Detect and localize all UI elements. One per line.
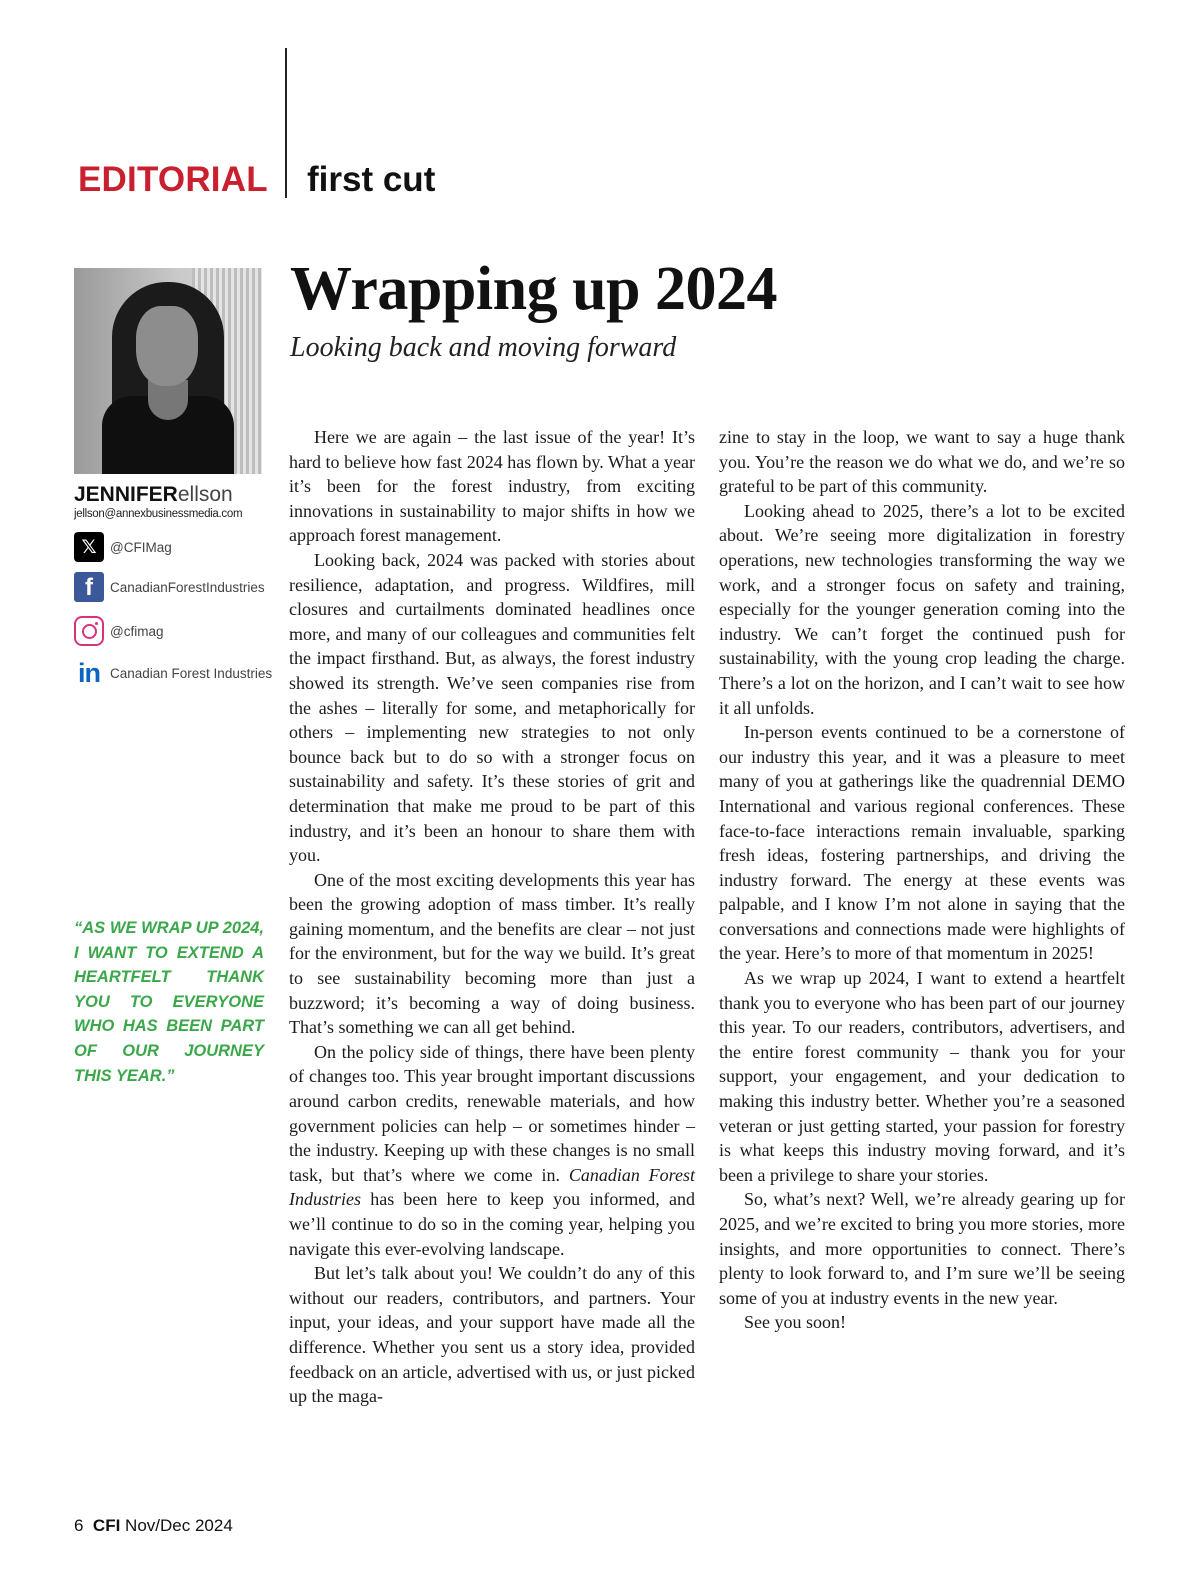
instagram-icon (74, 616, 104, 646)
paragraph-continued: zine to stay in the loop, we want to say a huge thank you. You’re the reason we do what we do, and we’re so grateful to be part of this community. (719, 427, 1125, 497)
paragraph: Looking ahead to 2025, there’s a lot to be excited about. We’re seeing more digitalization in forestry operations, new technologies transforming the way we work, and a stronger focus on safety and training, especially for the younger generation coming into the industry. We can’t forget the continued push for sustainability, with the young crop leading the charge. There’s a lot on the horizon, and I can’t wait to see how it all unfolds. (719, 500, 1125, 718)
x-icon: 𝕏 (74, 532, 104, 562)
paragraph: As we wrap up 2024, I want to extend a heartfelt thank you to everyone who has been part of our journey this year. To our readers, contributors, advertisers, and the entire forest community – thank you for your support, your engagement, and your dedication to making this industry better. Whether you’re a seasoned veteran or just getting started, your passion for forestry is what keeps this industry moving forward, and it’s been a privilege to share your stories. (719, 968, 1125, 1185)
paragraph: One of the most exciting developments this year has been the growing adoption of mass timber. It’s really gaining momentum, and the benefits are clear – not just for the environment, but for the way we build. It’s great to see sustainability becoming more than just a buzzword; it’s becoming a way of doing business. That’s something we can all get behind. (289, 869, 695, 1038)
paragraph-text: has been here to keep you informed, and we’ll continue to do so in the coming year, helping you navigate this ever-evolving landscape. (289, 1189, 695, 1259)
author-photo (74, 268, 262, 474)
social-facebook[interactable] (74, 572, 265, 602)
paragraph: See you soon! (744, 1312, 846, 1333)
author-first-name: JENNIFER (74, 483, 178, 506)
facebook-icon: f (74, 572, 104, 602)
paragraph: Looking back, 2024 was packed with stories about resilience, adaptation, and progress. Wildfires, mill closures and curtailments dominated headlines once more, and many of our colleagues and communities felt the impact firsthand. But, as always, the forest industry showed its strength. We’ve seen companies rise from the ashes – literally for some, and metaphorically for others – implementing new strategies to not only bounce back but to do so with a stronger focus on sustainability and safety. It’s these stories of grit and determination that make me proud to be part of this industry, and it’s been an honour to share them with you. (289, 549, 695, 866)
publication-name: Canadian Forest Industries (289, 1164, 695, 1210)
paragraph: Here we are again – the last issue of the year! It’s hard to believe how fast 2024 has flown by. What a year it’s been for the forest industry, from exciting innovations in sustainability to major shifts in how we approach forest management. (289, 427, 695, 546)
author-name (74, 483, 233, 507)
paragraph-text: On the policy side of things, there have been plenty of changes too. This year brought important discussions around carbon credits, renewable materials, and how government policies can help – or sometimes hinder – the industry. Keeping up with these changes is no small task, but that’s where we come in. (289, 1041, 695, 1185)
author-email[interactable]: jellson@annexbusinessmedia.com (74, 508, 243, 520)
pull-quote: “AS WE WRAP UP 2024, I WANT TO EXTEND A HEARTFELT THANK YOU TO EVERYONE WHO HAS BEEN PART OF OUR JOURNEY THIS YEAR.” (74, 919, 264, 1085)
linkedin-icon: in (78, 657, 100, 688)
issue-date: Nov/Dec 2024 (125, 1516, 233, 1535)
social-x[interactable] (74, 532, 172, 562)
magazine-name: CFI (92, 1516, 121, 1535)
paragraph: In-person events continued to be a cornerstone of our industry this year, and it was a pleasure to meet many of you at gatherings like the quadrennial DEMO International and various regional conferences. These face-to-face interactions remain invaluable, sparking fresh ideas, fostering partnerships, and driving the industry forward. The energy at these events was palpable, and I know I’m not alone in saying that the conversations and connections made were highlights of the year. Here’s to more of that momentum in 2025! (719, 722, 1125, 964)
article-column-2 (719, 425, 1125, 1335)
paragraph (289, 1040, 695, 1261)
social-linkedin[interactable] (74, 658, 272, 688)
paragraph: So, what’s next? Well, we’re already gearing up for 2025, and we’re excited to bring you more stories, more insights, and more opportunities to connect. There’s plenty to look forward to, and I’m sure we’ll be seeing some of you at industry events in the new year. (719, 1189, 1125, 1308)
social-instagram[interactable] (74, 616, 163, 646)
social-handle: @cfimag (110, 623, 164, 639)
article-deck: Looking back and moving forward (290, 332, 677, 363)
section-label: EDITORIAL (78, 160, 268, 199)
article-title: Wrapping up 2024 (290, 255, 778, 323)
social-handle: CanadianForestIndustries (110, 579, 265, 595)
author-last-name: ellson (177, 483, 233, 506)
article-column-1 (289, 425, 695, 1409)
paragraph: But let’s talk about you! We couldn’t do any of this without our readers, contributors, and partners. Your input, your ideas, and your support have made all the difference. Whether you sent us a story idea, provided feedback on an article, advertised with us, or just picked up the maga- (289, 1263, 695, 1407)
page-footer (74, 1516, 233, 1536)
header-divider (285, 48, 287, 198)
page-number: 6 (74, 1516, 84, 1535)
social-handle: Canadian Forest Industries (110, 665, 273, 681)
social-handle: @CFIMag (110, 539, 172, 555)
column-name: first cut (307, 160, 436, 199)
